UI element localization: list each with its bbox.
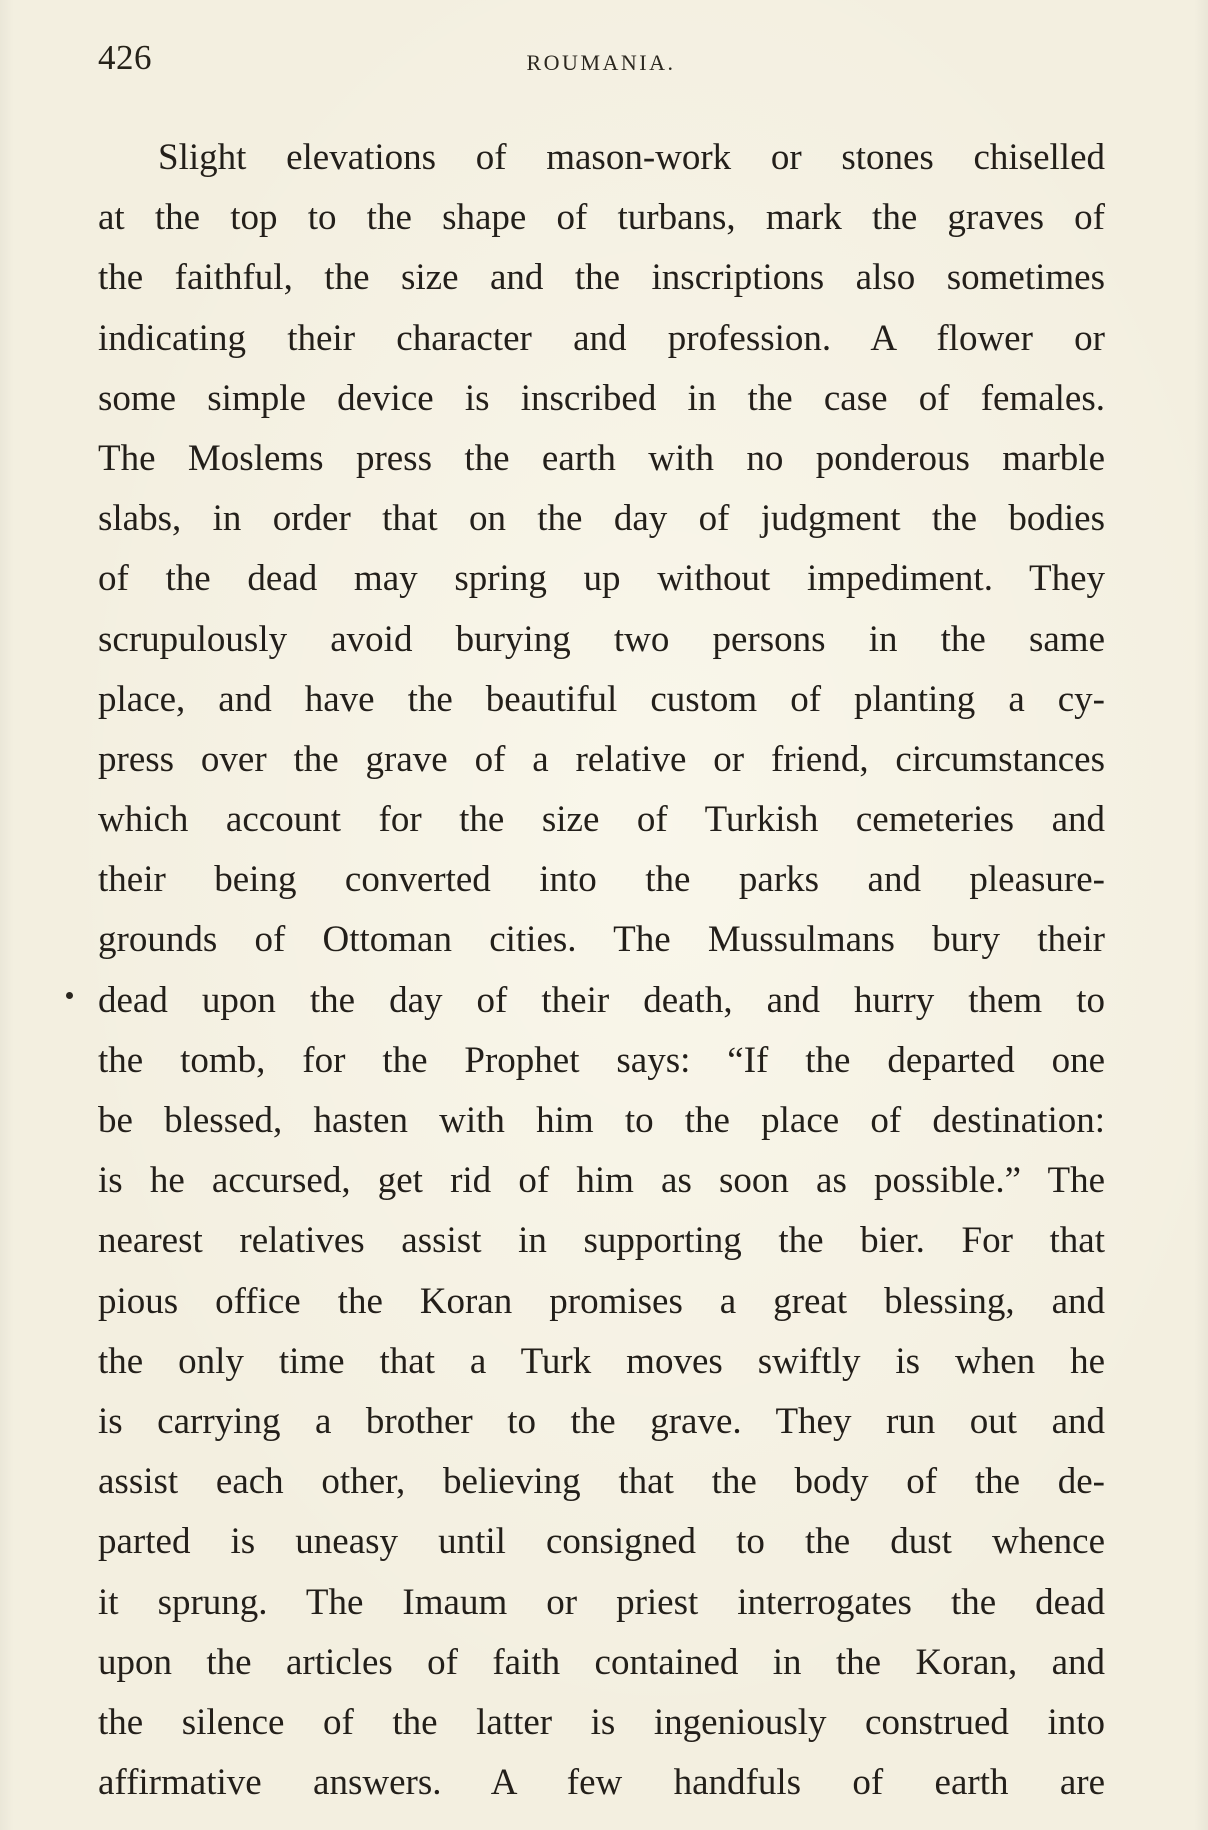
- text-line: the tomb, for the Prophet says: “If the departed one: [98, 1039, 1105, 1081]
- text-line: which account for the size of Turkish cemeteries and: [98, 799, 1105, 841]
- margin-mark: [66, 992, 73, 999]
- text-line: grounds of Ottoman cities. The Mussulmans bury their: [98, 919, 1105, 961]
- text-line: is carrying a brother to the grave. They run out and: [98, 1400, 1105, 1442]
- text-line: dead upon the day of their death, and hurry them to: [98, 979, 1105, 1021]
- text-line: the faithful, the size and the inscriptions also sometimes: [98, 257, 1105, 299]
- text-line: is he accursed, get rid of him as soon as possible.” The: [98, 1160, 1105, 1202]
- body-paragraph: [98, 128, 1105, 1813]
- text-line: The Moslems press the earth with no ponderous marble: [98, 437, 1105, 479]
- text-line: the silence of the latter is ingeniously construed into: [98, 1701, 1105, 1743]
- text-line: be blessed, hasten with him to the place of destination:: [98, 1100, 1105, 1141]
- text-line: some simple device is inscribed in the case of females.: [98, 377, 1105, 419]
- text-line: Slight elevations of mason-work or stones chiselled: [158, 137, 1105, 178]
- text-line: place, and have the beautiful custom of planting a cy-: [98, 678, 1105, 720]
- text-line: scrupulously avoid burying two persons in the same: [98, 618, 1105, 660]
- running-head: ROUMANIA.: [526, 50, 676, 75]
- text-line: press over the grave of a relative or friend, circumstances: [98, 738, 1105, 780]
- text-line: indicating their character and profession. A flower or: [98, 317, 1105, 359]
- text-line: of the dead may spring up without impediment. They: [98, 558, 1105, 600]
- text-line: nearest relatives assist in supporting the bier. For that: [98, 1220, 1105, 1262]
- text-line: upon the articles of faith contained in the Koran, and: [98, 1641, 1105, 1683]
- page-header: [98, 38, 1104, 84]
- page-number: 426: [98, 38, 152, 77]
- text-line: the only time that a Turk moves swiftly is when he: [98, 1340, 1105, 1382]
- text-line: affirmative answers. A few handfuls of earth are: [98, 1762, 1105, 1804]
- text-line: it sprung. The Imaum or priest interrogates the dead: [98, 1581, 1105, 1623]
- text-line: assist each other, believing that the body of the de-: [98, 1461, 1105, 1503]
- text-line: pious office the Koran promises a great blessing, and: [98, 1280, 1105, 1322]
- text-line: parted is uneasy until consigned to the dust whence: [98, 1521, 1105, 1563]
- text-line: slabs, in order that on the day of judgment the bodies: [98, 498, 1105, 540]
- text-line: at the top to the shape of turbans, mark the graves of: [98, 197, 1105, 239]
- text-line: their being converted into the parks and pleasure-: [98, 859, 1105, 901]
